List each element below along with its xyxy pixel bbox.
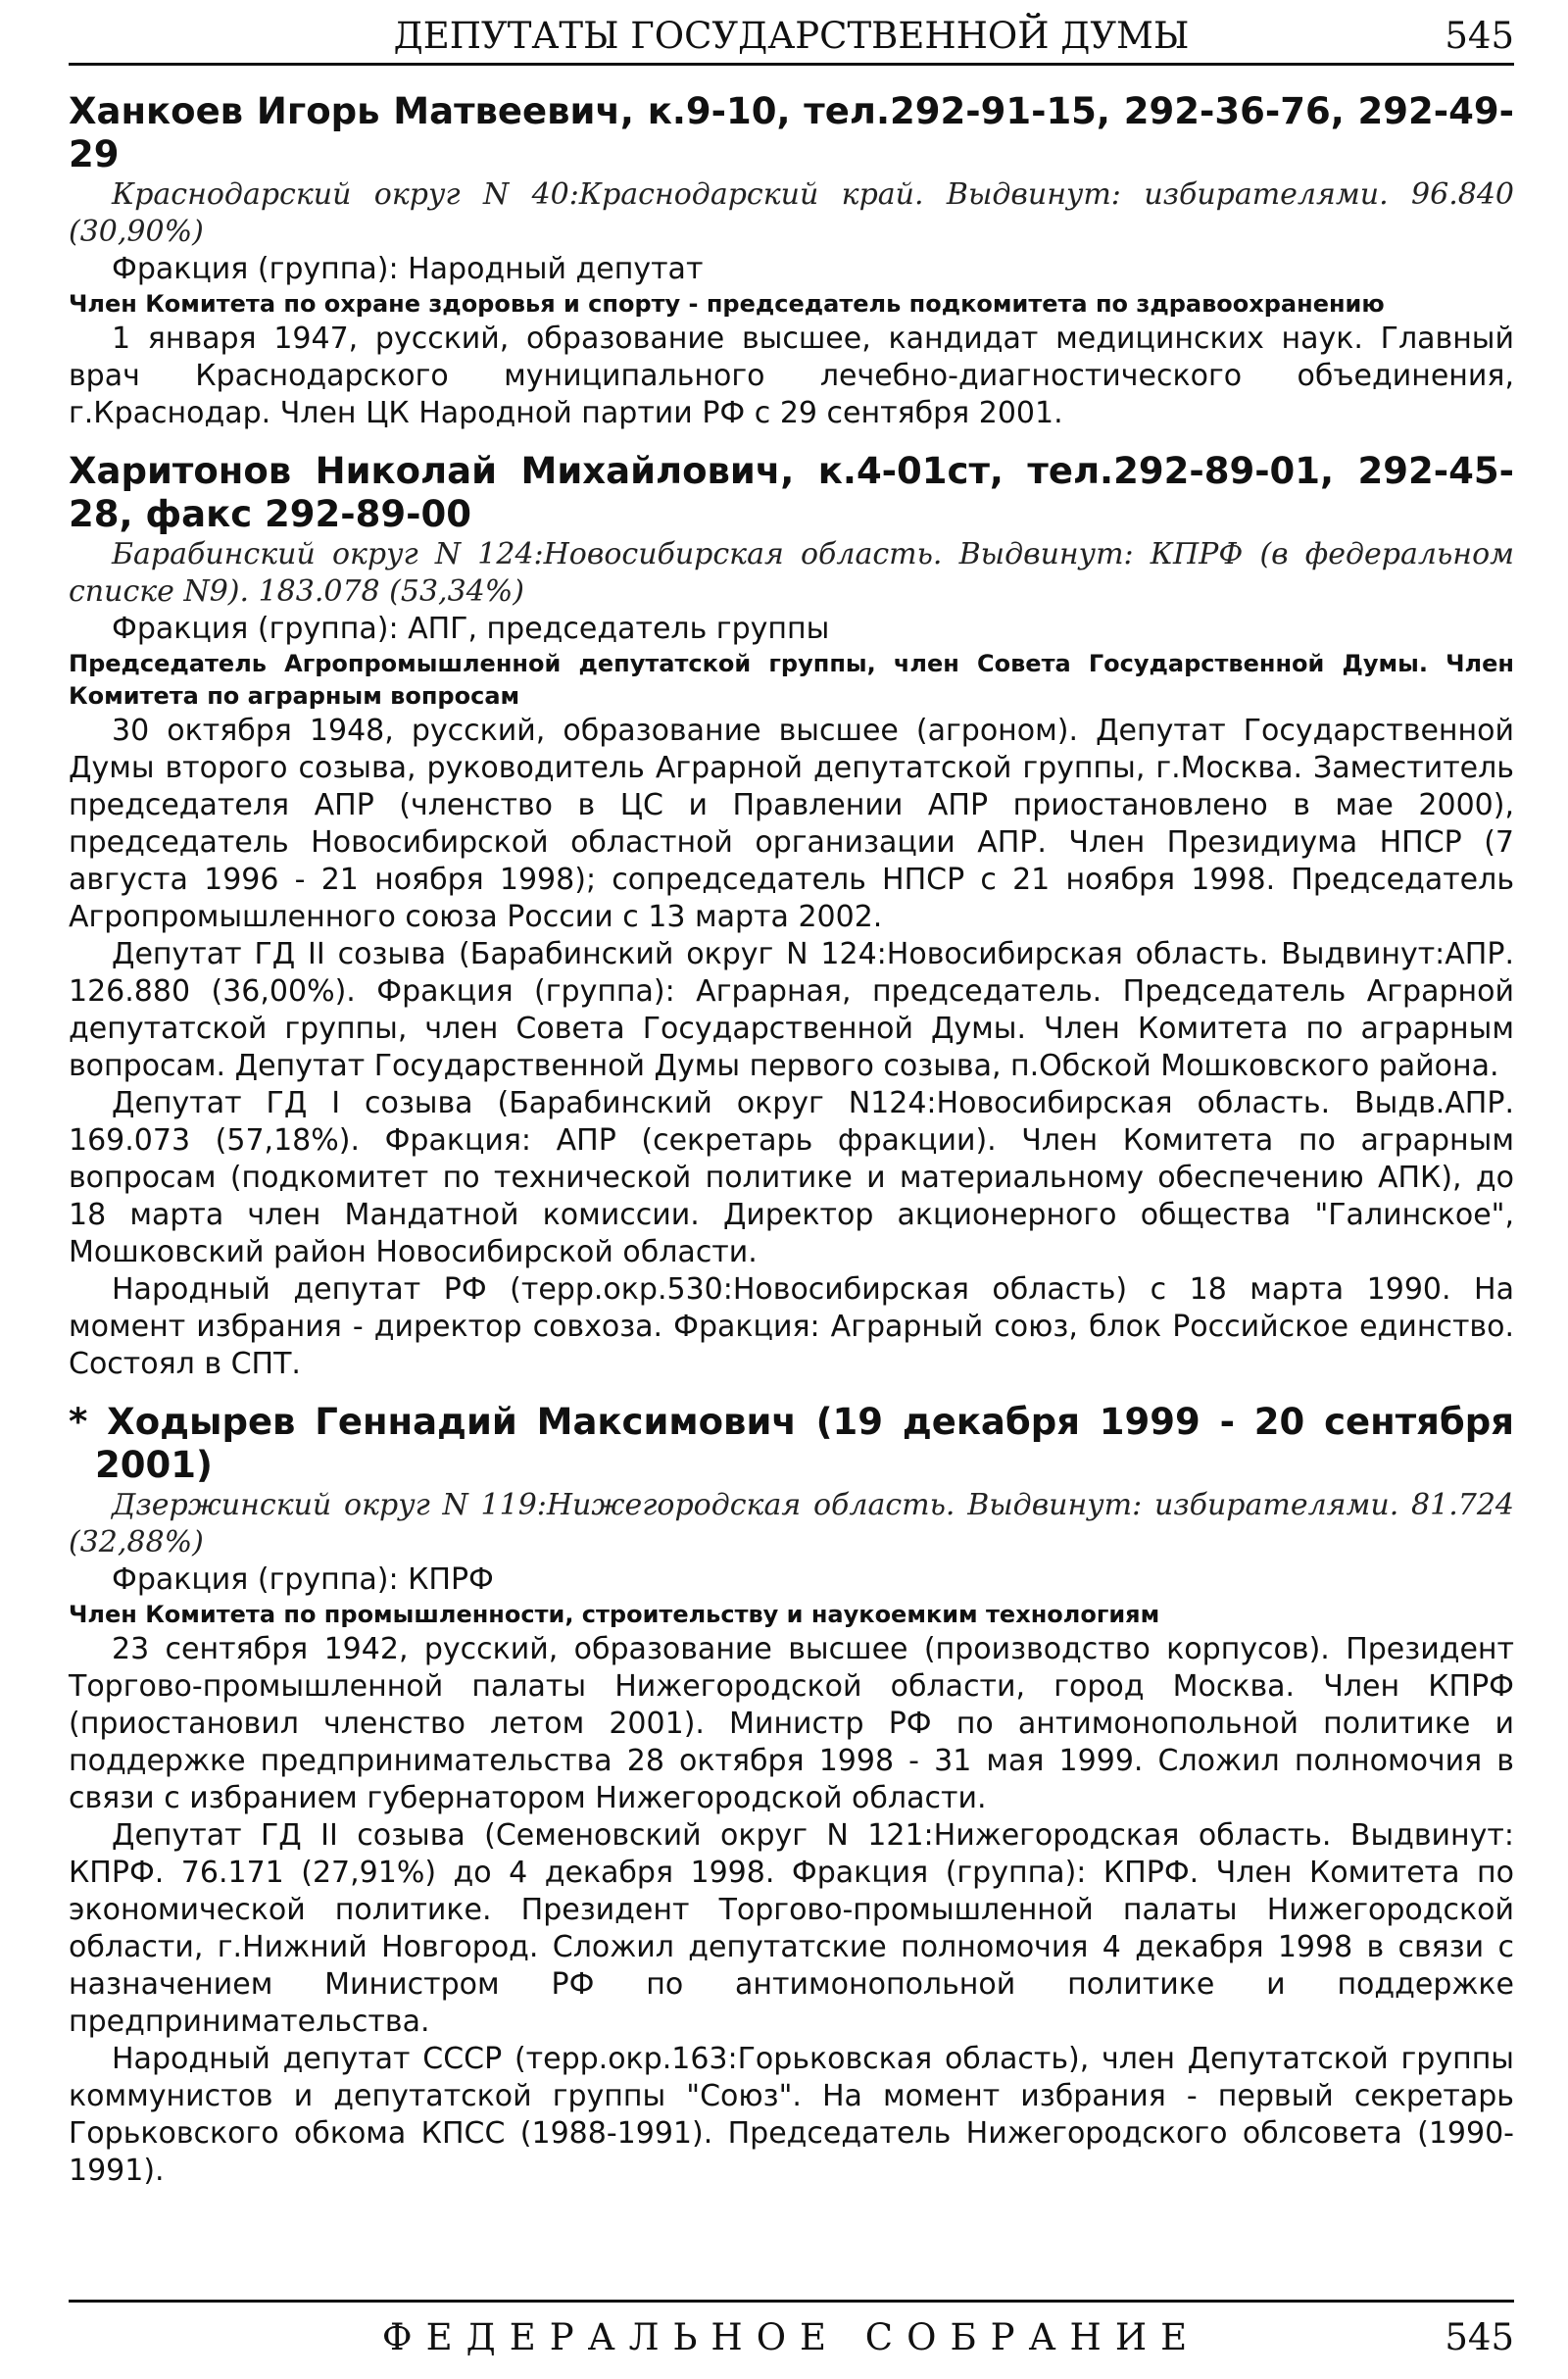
biography-paragraph: Народный депутат СССР (терр.окр.163:Горьковская область), член Депутатской группы коммунистов и депутатской группы "Союз". На момент избрания - первый секретарь Горьковского обкома КПСС (1988-1991). Председатель Нижегородского облсовета (1990-1991). <box>69 2042 1514 2188</box>
deputy-biography <box>69 1631 1514 2190</box>
deputy-committee: Член Комитета по охране здоровья и спорту - председатель подкомитета по здравоохранению <box>69 290 1385 318</box>
entry-separator <box>69 440 1514 450</box>
deputy-biography <box>69 713 1514 1383</box>
deputy-entry <box>69 90 1514 432</box>
biography-paragraph: 30 октября 1948, русский, образование высшее (агроном). Депутат Государственной Думы второго созыва, руководитель Аграрной депутатской группы, г.Москва. Заместитель председателя АПР (членство в ЦС и Правлении АПР приостановлено в мае 2000), председатель Новосибирской областной организации АПР. Член Президиума НПСР (7 августа 1996 - 21 ноября 1998); сопредседатель НПСР с 21 ноября 1998. Председатель Агропромышленного союза России с 13 марта 2002. <box>69 714 1514 934</box>
deputy-district: Барабинский округ N 124:Новосибирская область. Выдвинут: КПРФ (в федеральном списке N9). 183.078 (53,34%) <box>69 537 1514 609</box>
running-footer-title: ФЕДЕРАЛЬНОЕ СОБРАНИЕ <box>381 2316 1201 2358</box>
deputy-name: Ханкоев Игорь Матвеевич, к.9-10, тел.292-91-15, 292-36-76, 292-49-29 <box>69 90 1514 175</box>
biography-paragraph: Народный депутат РФ (терр.окр.530:Новосибирская область) с 18 марта 1990. На момент избрания - директор совхоза. Фракция: Аграрный союз, блок Российское единство. Состоял в СПТ. <box>69 1272 1514 1381</box>
running-footer-page-number: 545 <box>1445 2316 1514 2358</box>
deputy-name: Харитонов Николай Михайлович, к.4-01ст, тел.292-89-01, 292-45-28, факс 292-89-00 <box>69 450 1514 535</box>
entry-separator <box>69 1391 1514 1401</box>
deputy-district: Краснодарский округ N 40:Краснодарский край. Выдвинут: избирателями. 96.840 (30,90%) <box>69 177 1514 249</box>
running-footer <box>69 2300 1514 2371</box>
biography-paragraph: Депутат ГД II созыва (Барабинский округ N 124:Новосибирская область. Выдвинут:АПР. 126.880 (36,00%). Фракция (группа): Аграрная, председатель. Председатель Аграрной депутатской группы, член Совета Государственной Думы. Член Комитета по аграрным вопросам. Депутат Государственной Думы первого созыва, п.Обской Мошковского района. <box>69 937 1514 1083</box>
deputy-entry <box>69 450 1514 1383</box>
running-header <box>69 8 1514 66</box>
deputy-faction: Фракция (группа): КПРФ <box>112 1562 494 1597</box>
biography-paragraph: 23 сентября 1942, русский, образование высшее (производство корпусов). Президент Торгово-промышленной палаты Нижегородской области, город Москва. Член КПРФ (приостановил членство летом 2001). Министр РФ по антимонопольной политике и поддержке предпринимательства 28 октября 1998 - 31 мая 1999. Сложил полномочия в связи с избранием губернатором Нижегородской области. <box>69 1632 1514 1815</box>
deputy-biography <box>69 321 1514 432</box>
deputy-name: * Ходырев Геннадий Максимович (19 декабря 1999 - 20 сентября 2001) <box>69 1401 1514 1486</box>
deputy-committee: Председатель Агропромышленной депутатской группы, член Совета Государственной Думы. Член Комитета по аграрным вопросам <box>69 650 1514 710</box>
running-header-title: ДЕПУТАТЫ ГОСУДАРСТВЕННОЙ ДУМЫ <box>393 14 1190 57</box>
document-body <box>69 90 1514 2198</box>
deputy-district: Дзержинский округ N 119:Нижегородская область. Выдвинут: избирателями. 81.724 (32,88%) <box>69 1488 1514 1560</box>
biography-paragraph: Депутат ГД I созыва (Барабинский округ N124:Новосибирская область. Выдв.АПР. 169.073 (57,18%). Фракция: АПР (секретарь фракции). Член Комитета по аграрным вопросам (подкомитет по технической политике и материальному обеспечению АПК), до 18 марта член Мандатной комиссии. Директор акционерного общества "Галинское", Мошковский район Новосибирской области. <box>69 1086 1514 1269</box>
deputy-committee: Член Комитета по промышленности, строительству и наукоемким технологиям <box>69 1601 1160 1628</box>
biography-paragraph: 1 января 1947, русский, образование высшее, кандидат медицинских наук. Главный врач Краснодарского муниципального лечебно-диагностического объединения, г.Краснодар. Член ЦК Народной партии РФ с 29 сентября 2001. <box>69 322 1514 430</box>
biography-paragraph: Депутат ГД II созыва (Семеновский округ N 121:Нижегородская область. Выдвинут: КПРФ. 76.171 (27,91%) до 4 декабря 1998. Фракция (группа): КПРФ. Член Комитета по экономической политике. Президент Торгово-промышленной палаты Нижегородской области, г.Нижний Новгород. Сложил депутатские полномочия 4 декабря 1998 в связи с назначением Министром РФ по антимонопольной политике и поддержке предпринимательства. <box>69 1818 1514 2039</box>
running-header-page-number: 545 <box>1445 14 1514 57</box>
deputy-faction: Фракция (группа): АПГ, председатель группы <box>112 612 830 646</box>
deputy-entry <box>69 1401 1514 2190</box>
deputy-faction: Фракция (группа): Народный депутат <box>112 252 704 286</box>
